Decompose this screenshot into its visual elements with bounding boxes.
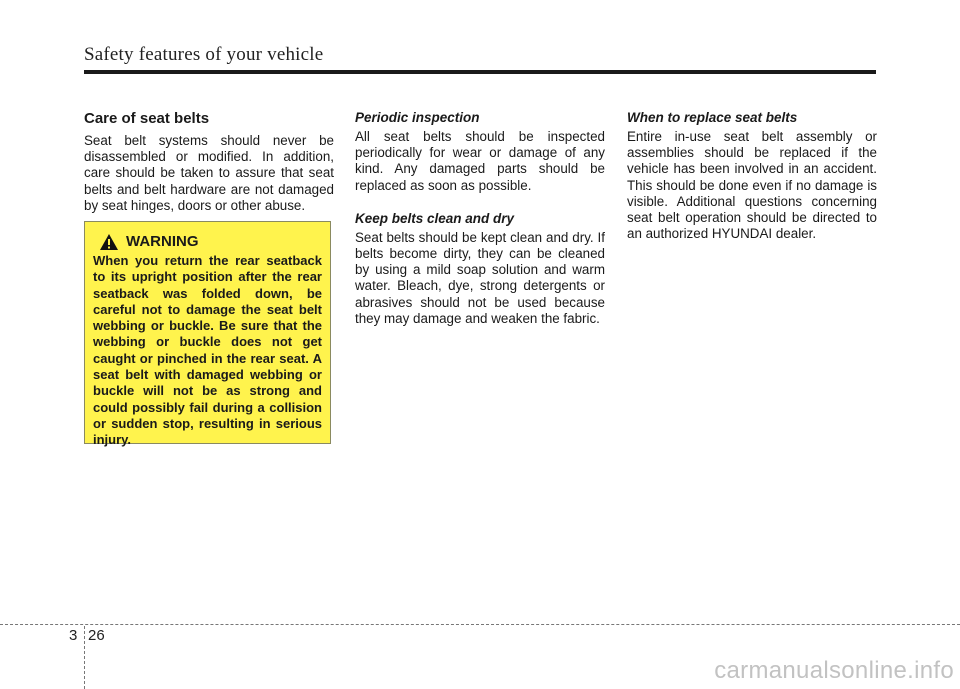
warning-body: When you return the rear seatback to its upright position after the rear seatback was folded down, be careful not to damage the seat belt webbing or buckle. Be sure that the webbing or buckle does not get caught or pinched in the rear seat. A seat belt with damaged webbing or buckle will not be as strong and could possibly fail during a collision or sudden stop, resulting in serious injury. — [93, 253, 322, 448]
periodic-body: All seat belts should be inspected periodically for wear or damage of any kind. Any damaged parts should be replaced as soon as possible. — [355, 129, 605, 193]
clean-body: Seat belts should be kept clean and dry. If belts become dirty, they can be cleaned by using a mild soap solution and warm water. Bleach, dye, strong detergents or abrasives should not be used because they may damage and weaken the fabric. — [355, 229, 605, 326]
column-left — [84, 110, 334, 214]
clean-heading: Keep belts clean and dry — [355, 210, 515, 226]
column-right — [627, 110, 877, 242]
page-number: 26 — [88, 627, 105, 644]
watermark: carmanualsonline.info — [714, 657, 954, 684]
footer-divider — [84, 626, 85, 689]
warning-box — [84, 221, 331, 448]
warning-header — [99, 233, 322, 251]
chapter-number: 3 — [69, 627, 78, 644]
replace-heading: When to replace seat belts — [627, 110, 798, 125]
page-header-title: Safety features of your vehicle — [84, 44, 324, 65]
column-middle — [355, 110, 605, 327]
warning-triangle-icon — [99, 233, 119, 251]
care-body: Seat belt systems should never be disassembled or modified. In addition, care should be taken to assure that seat belts and belt hardware are not damaged by seat hinges, doors or other abuse. — [84, 133, 334, 213]
footer-rule — [0, 624, 960, 625]
periodic-heading: Periodic inspection — [355, 110, 480, 125]
replace-body: Entire in-use seat belt assembly or assemblies should be replaced if the vehicle has been involved in an accident. This should be done even if no damage is visible. Additional questions concerning seat belt operation should be directed to an authorized HYUNDAI dealer. — [627, 129, 877, 242]
care-heading: Care of seat belts — [84, 110, 210, 127]
header-rule — [84, 70, 876, 74]
warning-title: WARNING — [126, 233, 199, 250]
